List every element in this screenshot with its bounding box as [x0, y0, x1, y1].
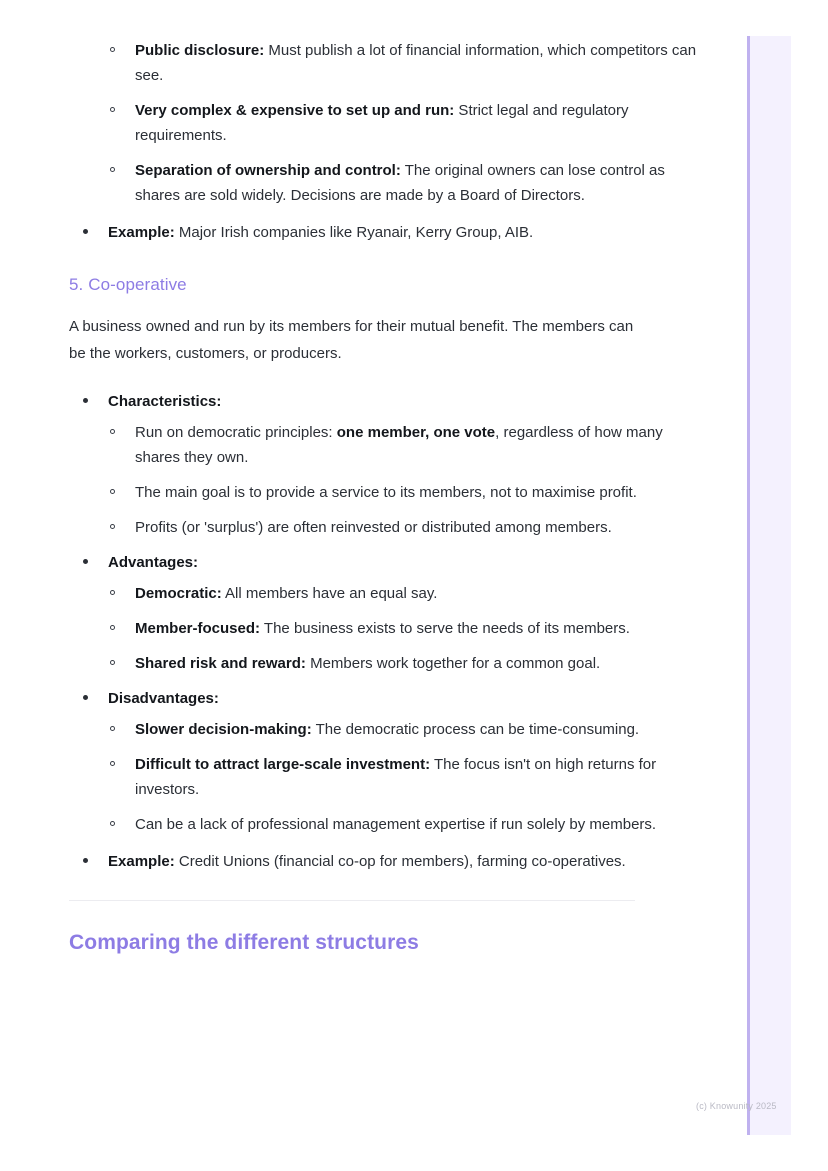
advantages-group [69, 550, 700, 575]
list-item [110, 98, 700, 148]
list-item-text-emphasis: one member, one vote [336, 424, 496, 441]
list-item-lead: Separation of ownership and control: [135, 162, 401, 179]
list-item [83, 550, 700, 575]
plc-disadvantages-list [69, 38, 700, 208]
list-item [83, 849, 700, 874]
list-item-text: Can be a lack of professional management expertise if run solely by members. [135, 816, 657, 833]
list-item-text-pre: Run on democratic principles: [135, 424, 337, 441]
list-item-lead: Example: [108, 853, 175, 870]
list-item [110, 480, 700, 505]
list-item-text-pre: The main goal is to provide a service to its members, not to maximise profit. [135, 484, 637, 501]
disadvantages-list [69, 717, 700, 837]
hollow-bullet-icon [110, 167, 115, 172]
advantages-label: Advantages: [108, 554, 199, 571]
list-item-text: Credit Unions (financial co-op for members), farming co-operatives. [174, 853, 626, 870]
list-item [83, 220, 700, 245]
list-item [110, 158, 700, 208]
disadvantages-label: Disadvantages: [108, 690, 219, 707]
list-item [110, 38, 700, 88]
list-item [110, 651, 700, 676]
list-item-lead: Difficult to attract large-scale investment: [135, 756, 431, 773]
hollow-bullet-icon [110, 107, 115, 112]
list-item [110, 616, 700, 641]
hollow-bullet-icon [110, 761, 115, 766]
list-item-lead: Shared risk and reward: [135, 655, 306, 672]
advantages-list [69, 581, 700, 676]
list-item [110, 581, 700, 606]
hollow-bullet-icon [110, 489, 115, 494]
list-item-text: The original owners can lose control as shares are sold widely. Decisions are made by a Board of Directors. [135, 162, 665, 204]
list-item [110, 420, 700, 470]
characteristics-group [69, 389, 700, 414]
right-side-panel [747, 36, 791, 1135]
filled-bullet-icon [83, 858, 88, 863]
hollow-bullet-icon [110, 726, 115, 731]
plc-example-list [69, 220, 700, 245]
list-item-text: Must publish a lot of financial information, which competitors can see. [135, 42, 697, 84]
characteristics-label: Characteristics: [108, 393, 222, 410]
cooperative-intro-paragraph: A business owned and run by its members for their mutual benefit. The members can be the workers, customers, or producers. [69, 318, 634, 362]
list-item-lead: Public disclosure: [135, 42, 265, 59]
hollow-bullet-icon [110, 590, 115, 595]
hollow-bullet-icon [110, 821, 115, 826]
hollow-bullet-icon [110, 524, 115, 529]
hollow-bullet-icon [110, 625, 115, 630]
list-item-lead: Slower decision-making: [135, 721, 312, 738]
section-divider [69, 900, 635, 901]
list-item-text: All members have an equal say. [221, 585, 438, 602]
list-item-text-post: , regardless of how many shares they own. [135, 424, 663, 466]
list-item [110, 717, 700, 742]
list-item-text-pre: Profits (or 'surplus') are often reinvested or distributed among members. [135, 519, 612, 536]
list-item [110, 515, 700, 540]
list-item-text: Strict legal and regulatory requirements. [135, 102, 629, 144]
filled-bullet-icon [83, 229, 88, 234]
disadvantages-group [69, 686, 700, 711]
list-item-text: The democratic process can be time-consuming. [311, 721, 640, 738]
hollow-bullet-icon [110, 660, 115, 665]
list-item-lead: Example: [108, 224, 175, 241]
filled-bullet-icon [83, 695, 88, 700]
list-item [110, 752, 700, 802]
list-item-lead: Member-focused: [135, 620, 261, 637]
comparison-section-heading: Comparing the different structures [69, 931, 419, 954]
section-heading-cooperative: 5. Co-operative [69, 275, 187, 294]
cooperative-example-list [69, 849, 700, 874]
hollow-bullet-icon [110, 429, 115, 434]
list-item [83, 389, 700, 414]
list-item-text: The focus isn't on high returns for investors. [135, 756, 657, 798]
list-item-text: The business exists to serve the needs of its members. [260, 620, 630, 637]
filled-bullet-icon [83, 398, 88, 403]
characteristics-list [69, 420, 700, 540]
filled-bullet-icon [83, 559, 88, 564]
list-item-text: Members work together for a common goal. [305, 655, 601, 672]
copyright-watermark: (c) Knowunity 2025 [696, 1101, 777, 1111]
list-item-text: Major Irish companies like Ryanair, Kerry Group, AIB. [174, 224, 534, 241]
list-item [83, 686, 700, 711]
list-item-lead: Very complex & expensive to set up and run: [135, 102, 455, 119]
hollow-bullet-icon [110, 47, 115, 52]
list-item [110, 812, 700, 837]
list-item-lead: Democratic: [135, 585, 222, 602]
